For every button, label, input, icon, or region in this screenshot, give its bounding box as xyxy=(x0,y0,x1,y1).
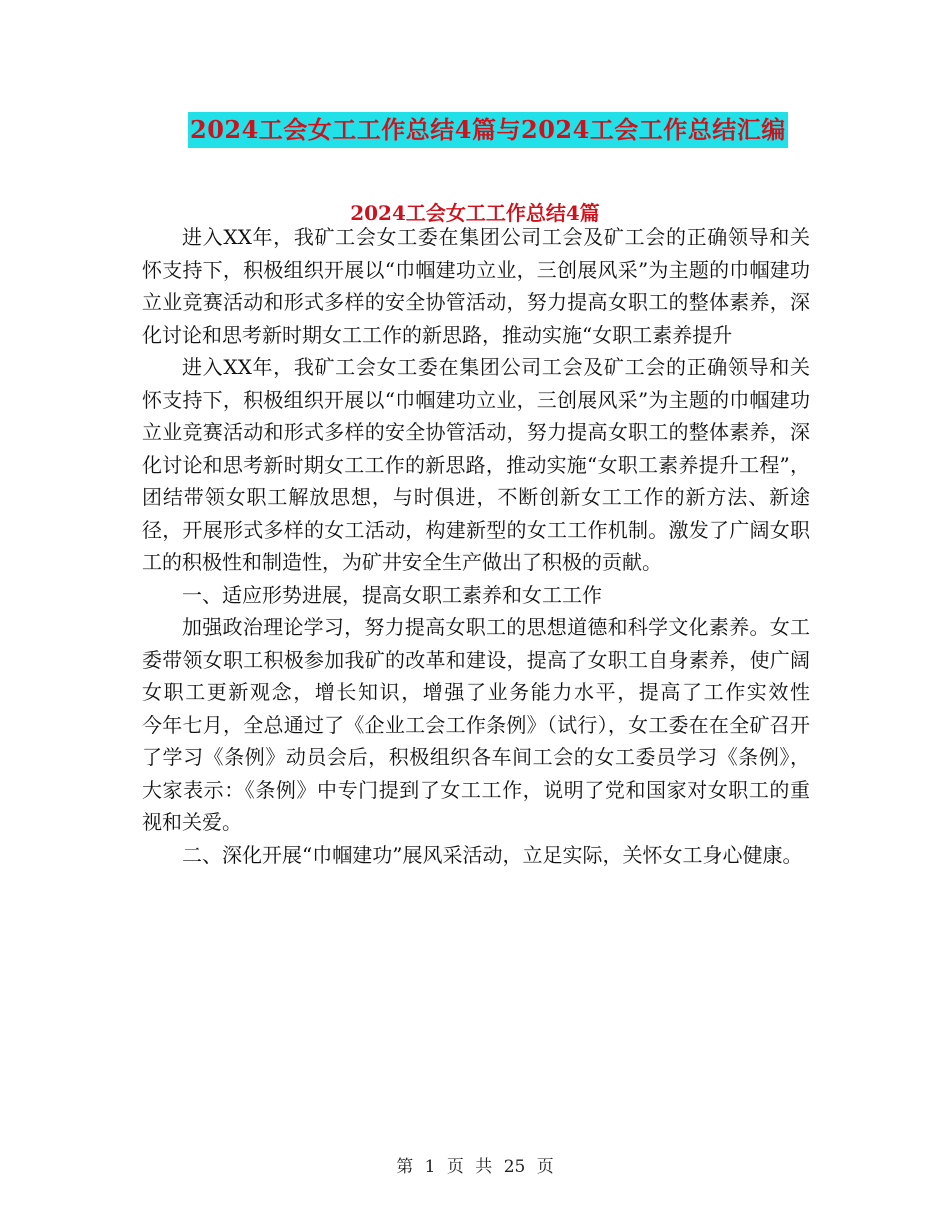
paragraph: 进入XX年，我矿工会女工委在集团公司工会及矿工会的正确领导和关怀支持下，积极组织开展以“巾帼建功立业，三创展风采”为主题的巾帼建功立业竞赛活动和形式多样的安全协管活动，努力提高女职工的整体素养，深化讨论和思考新时期女工工作的新思路，推动实施“女职工素养提升 xyxy=(142,225,810,347)
document-main-title: 2024工会女工工作总结4篇与2024工会工作总结汇编 xyxy=(188,112,788,148)
paragraph: 加强政治理论学习，努力提高女职工的思想道德和科学文化素养。女工委带领女职工积极参加我矿的改革和建设，提高了女职工自身素养，使广阔女职工更新观念，增长知识，增强了业务能力水平，提高了工作实效性 今年七月，全总通过了《企业工会工作条例》（试行），女工委在在全矿召开了学习《条例》动员会后，积极组织各车间工会的女工委员学习《条例》，大家表示：《条例》中专门提到了女工工作，说明了党和国家对女职工的重视和关爱。 xyxy=(142,615,850,834)
page-number-footer: 第 1 页 共 25 页 xyxy=(396,1157,554,1177)
paragraph: 进入XX年，我矿工会女工委在集团公司工会及矿工会的正确领导和关怀支持下，积极组织开展以“巾帼建功立业，三创展风采”为主题的巾帼建功立业竞赛活动和形式多样的安全协管活动，努力提高女职工的整体素养，深化讨论和思考新时期女工工作的新思路，推动实施“女职工素养提升工程”，团结带领女职工解放思想，与时俱进，不断创新女工工作的新方法、新途径，开展形式多样的女工活动，构建新型的女工工作机制。激发了广阔女职工的积极性和制造性，为矿井安全生产做出了积极的贡献。 xyxy=(142,355,810,574)
section-heading: 二、深化开展“巾帼建功”展风采活动，立足实际，关怀女工身心健康。 xyxy=(182,842,803,867)
section-heading: 一、适应形势进展，提高女职工素养和女工工作 xyxy=(182,582,602,607)
section-title: 2024工会女工工作总结4篇 xyxy=(350,201,600,225)
document-body xyxy=(142,221,850,871)
